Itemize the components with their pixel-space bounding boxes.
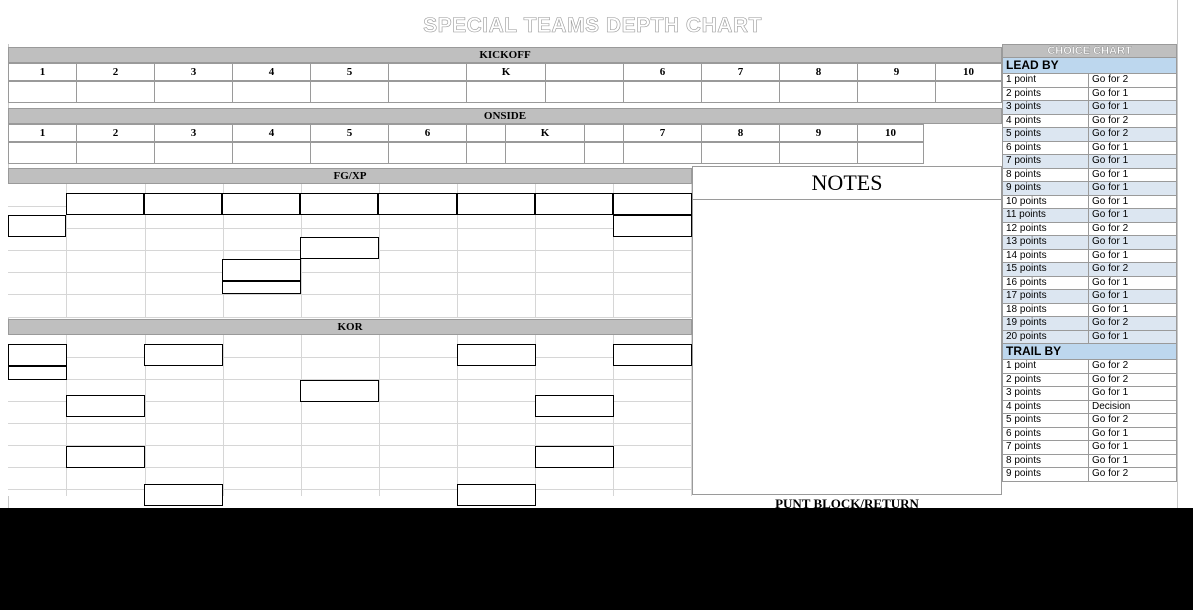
fgxp-player-box[interactable] (300, 193, 378, 215)
lead-by-decision: Go for 2 (1088, 223, 1177, 237)
kickoff-num-cell: 5 (311, 63, 389, 81)
onside-entry-cell[interactable] (311, 142, 389, 164)
fgxp-player-box[interactable] (613, 215, 692, 237)
trail-by-row (1002, 360, 1177, 374)
fgxp-player-box[interactable] (222, 193, 300, 215)
kor-returner-box[interactable] (144, 484, 223, 506)
lead-by-decision: Go for 1 (1088, 196, 1177, 210)
onside-num-cell: 5 (311, 124, 389, 142)
title-bar (8, 0, 1177, 44)
onside-entry-cell[interactable] (467, 142, 506, 164)
trail-by-decision: Go for 1 (1088, 441, 1177, 455)
trail-by-decision: Go for 1 (1088, 428, 1177, 442)
kickoff-num-cell: 8 (780, 63, 858, 81)
onside-number-row (8, 124, 1002, 142)
page-title: SPECIAL TEAMS DEPTH CHART (423, 14, 762, 37)
lead-by-decision: Go for 1 (1088, 277, 1177, 291)
trail-by-decision: Go for 2 (1088, 468, 1177, 482)
onside-entry-row[interactable] (8, 142, 1002, 164)
punt-block-return-band: PUNT BLOCK/RETURN (775, 496, 919, 508)
kickoff-entry-cell[interactable] (936, 81, 1002, 103)
lead-by-row (1002, 236, 1177, 250)
lead-by-margin: 15 points (1002, 263, 1088, 277)
onside-num-cell (585, 124, 624, 142)
lead-by-decision: Go for 1 (1088, 142, 1177, 156)
onside-entry-cell[interactable] (155, 142, 233, 164)
kor-band: KOR (8, 319, 692, 335)
kickoff-entry-cell[interactable] (780, 81, 858, 103)
fgxp-player-box[interactable] (144, 193, 222, 215)
trail-by-row (1002, 387, 1177, 401)
lead-by-decision: Go for 2 (1088, 317, 1177, 331)
lead-by-row (1002, 304, 1177, 318)
lead-by-margin: 7 points (1002, 155, 1088, 169)
trail-by-margin: 5 points (1002, 414, 1088, 428)
trail-by-decision: Go for 1 (1088, 455, 1177, 469)
onside-num-cell: 10 (858, 124, 924, 142)
trail-by-margin: 4 points (1002, 401, 1088, 415)
kor-player-box[interactable] (535, 395, 614, 417)
onside-kicker-cell: K (506, 124, 585, 142)
onside-num-cell: 9 (780, 124, 858, 142)
lead-by-row (1002, 169, 1177, 183)
onside-entry-cell[interactable] (233, 142, 311, 164)
lead-by-decision: Go for 1 (1088, 155, 1177, 169)
onside-num-cell: 7 (624, 124, 702, 142)
trail-by-row (1002, 414, 1177, 428)
onside-num-cell: 4 (233, 124, 311, 142)
kickoff-entry-cell[interactable] (624, 81, 702, 103)
lead-by-row (1002, 155, 1177, 169)
lead-by-margin: 18 points (1002, 304, 1088, 318)
kickoff-num-cell (389, 63, 467, 81)
lead-by-row (1002, 196, 1177, 210)
right-gutter (1177, 0, 1193, 508)
trail-by-row (1002, 468, 1177, 482)
kickoff-entry-cell[interactable] (546, 81, 624, 103)
trail-by-row (1002, 428, 1177, 442)
kickoff-number-row (8, 63, 1002, 81)
lead-by-margin: 20 points (1002, 331, 1088, 345)
notes-header: NOTES (692, 166, 1002, 200)
trail-by-margin: 3 points (1002, 387, 1088, 401)
lead-by-margin: 12 points (1002, 223, 1088, 237)
lead-by-decision: Go for 1 (1088, 290, 1177, 304)
choice-chart-title: CHOICE CHART (1002, 44, 1177, 58)
lead-by-decision: Go for 1 (1088, 236, 1177, 250)
kickoff-num-cell (546, 63, 624, 81)
kickoff-entry-cell[interactable] (389, 81, 467, 103)
kor-player-box[interactable] (535, 446, 614, 468)
lead-by-row (1002, 128, 1177, 142)
lead-by-margin: 9 points (1002, 182, 1088, 196)
lead-by-row (1002, 317, 1177, 331)
kickoff-entry-cell[interactable] (702, 81, 780, 103)
onside-entry-cell[interactable] (77, 142, 155, 164)
trail-by-margin: 1 point (1002, 360, 1088, 374)
kickoff-entry-cell[interactable] (233, 81, 311, 103)
kickoff-entry-cell[interactable] (155, 81, 233, 103)
fgxp-kicker-box[interactable] (222, 281, 301, 294)
kor-player-box[interactable] (300, 380, 379, 402)
trail-by-row (1002, 441, 1177, 455)
kor-player-box[interactable] (66, 395, 145, 417)
lead-by-row (1002, 290, 1177, 304)
fgxp-player-box[interactable] (457, 193, 535, 215)
lead-by-margin: 19 points (1002, 317, 1088, 331)
lead-by-decision: Go for 1 (1088, 182, 1177, 196)
onside-entry-cell[interactable] (506, 142, 585, 164)
trail-by-row (1002, 401, 1177, 415)
fgxp-holder-box[interactable] (300, 237, 379, 259)
lead-by-margin: 4 points (1002, 115, 1088, 129)
lead-by-margin: 11 points (1002, 209, 1088, 223)
onside-band: ONSIDE (8, 108, 1002, 124)
kickoff-num-cell: 1 (8, 63, 77, 81)
lead-by-row (1002, 277, 1177, 291)
lead-by-row (1002, 263, 1177, 277)
kor-player-box[interactable] (66, 446, 145, 468)
kor-player-box[interactable] (457, 344, 536, 366)
kickoff-entry-cell[interactable] (467, 81, 546, 103)
kickoff-entry-cell[interactable] (858, 81, 936, 103)
lead-by-margin: 6 points (1002, 142, 1088, 156)
kor-player-box[interactable] (613, 344, 692, 366)
onside-entry-cell[interactable] (624, 142, 702, 164)
kor-player-box[interactable] (8, 366, 67, 380)
lead-by-decision: Go for 2 (1088, 74, 1177, 88)
onside-num-cell: 8 (702, 124, 780, 142)
fgxp-player-box[interactable] (8, 215, 66, 237)
kor-returner-box[interactable] (457, 484, 536, 506)
fgxp-band: FG/XP (8, 168, 692, 184)
kickoff-num-cell: 3 (155, 63, 233, 81)
lead-by-decision: Go for 2 (1088, 115, 1177, 129)
kickoff-entry-cell[interactable] (311, 81, 389, 103)
trail-by-decision: Decision (1088, 401, 1177, 415)
lead-by-row (1002, 115, 1177, 129)
lead-by-margin: 2 points (1002, 88, 1088, 102)
onside-num-cell: 6 (389, 124, 467, 142)
fgxp-player-box[interactable] (613, 193, 692, 215)
trail-by-decision: Go for 2 (1088, 414, 1177, 428)
trail-by-margin: 7 points (1002, 441, 1088, 455)
lead-by-row (1002, 331, 1177, 345)
notes-body[interactable] (692, 200, 1002, 495)
lead-by-decision: Go for 2 (1088, 128, 1177, 142)
lead-by-margin: 13 points (1002, 236, 1088, 250)
lead-by-decision: Go for 2 (1088, 263, 1177, 277)
kor-player-box[interactable] (8, 344, 67, 366)
lead-by-margin: 1 point (1002, 74, 1088, 88)
kickoff-num-cell: 4 (233, 63, 311, 81)
trail-by-margin: 8 points (1002, 455, 1088, 469)
onside-entry-cell[interactable] (585, 142, 624, 164)
lead-by-margin: 8 points (1002, 169, 1088, 183)
trail-by-decision: Go for 2 (1088, 374, 1177, 388)
kickoff-num-cell: 9 (858, 63, 936, 81)
trail-by-margin: 9 points (1002, 468, 1088, 482)
lead-by-decision: Go for 1 (1088, 304, 1177, 318)
trail-by-header: TRAIL BY (1002, 344, 1177, 360)
onside-entry-cell[interactable] (389, 142, 467, 164)
lead-by-row (1002, 223, 1177, 237)
lead-by-margin: 10 points (1002, 196, 1088, 210)
lead-by-row (1002, 74, 1177, 88)
fgxp-kicker-box[interactable] (222, 259, 301, 281)
trail-by-decision: Go for 1 (1088, 387, 1177, 401)
lead-by-decision: Go for 1 (1088, 169, 1177, 183)
trail-by-row (1002, 374, 1177, 388)
kickoff-num-cell: 6 (624, 63, 702, 81)
lead-by-decision: Go for 1 (1088, 331, 1177, 345)
lead-by-margin: 5 points (1002, 128, 1088, 142)
onside-entry-cell[interactable] (780, 142, 858, 164)
kickoff-num-cell: 7 (702, 63, 780, 81)
fgxp-player-box[interactable] (535, 193, 613, 215)
lead-by-margin: 16 points (1002, 277, 1088, 291)
fgxp-player-box[interactable] (378, 193, 457, 215)
lead-by-header: LEAD BY (1002, 58, 1177, 74)
kickoff-kicker-cell: K (467, 63, 546, 81)
trail-by-row (1002, 455, 1177, 469)
lead-by-decision: Go for 1 (1088, 88, 1177, 102)
lead-by-row (1002, 250, 1177, 264)
onside-num-cell (467, 124, 506, 142)
onside-num-cell: 3 (155, 124, 233, 142)
lead-by-margin: 14 points (1002, 250, 1088, 264)
lead-by-row (1002, 142, 1177, 156)
kor-player-box[interactable] (144, 344, 223, 366)
onside-num-cell: 2 (77, 124, 155, 142)
choice-chart (1002, 44, 1177, 499)
lead-by-margin: 3 points (1002, 101, 1088, 115)
trail-by-margin: 6 points (1002, 428, 1088, 442)
onside-entry-cell[interactable] (702, 142, 780, 164)
lead-by-decision: Go for 1 (1088, 250, 1177, 264)
kickoff-num-cell: 10 (936, 63, 1002, 81)
lead-by-row (1002, 209, 1177, 223)
lead-by-row (1002, 182, 1177, 196)
onside-entry-cell[interactable] (8, 142, 77, 164)
kickoff-entry-cell[interactable] (77, 81, 155, 103)
kickoff-entry-cell[interactable] (8, 81, 77, 103)
lead-by-decision: Go for 1 (1088, 209, 1177, 223)
fgxp-player-box[interactable] (66, 193, 144, 215)
lead-by-margin: 17 points (1002, 290, 1088, 304)
lead-by-row (1002, 88, 1177, 102)
trail-by-margin: 2 points (1002, 374, 1088, 388)
onside-entry-cell[interactable] (858, 142, 924, 164)
kickoff-entry-row[interactable] (8, 81, 1002, 103)
trail-by-decision: Go for 2 (1088, 360, 1177, 374)
lead-by-row (1002, 101, 1177, 115)
lead-by-decision: Go for 1 (1088, 101, 1177, 115)
onside-num-cell: 1 (8, 124, 77, 142)
kickoff-band: KICKOFF (8, 47, 1002, 63)
kickoff-num-cell: 2 (77, 63, 155, 81)
